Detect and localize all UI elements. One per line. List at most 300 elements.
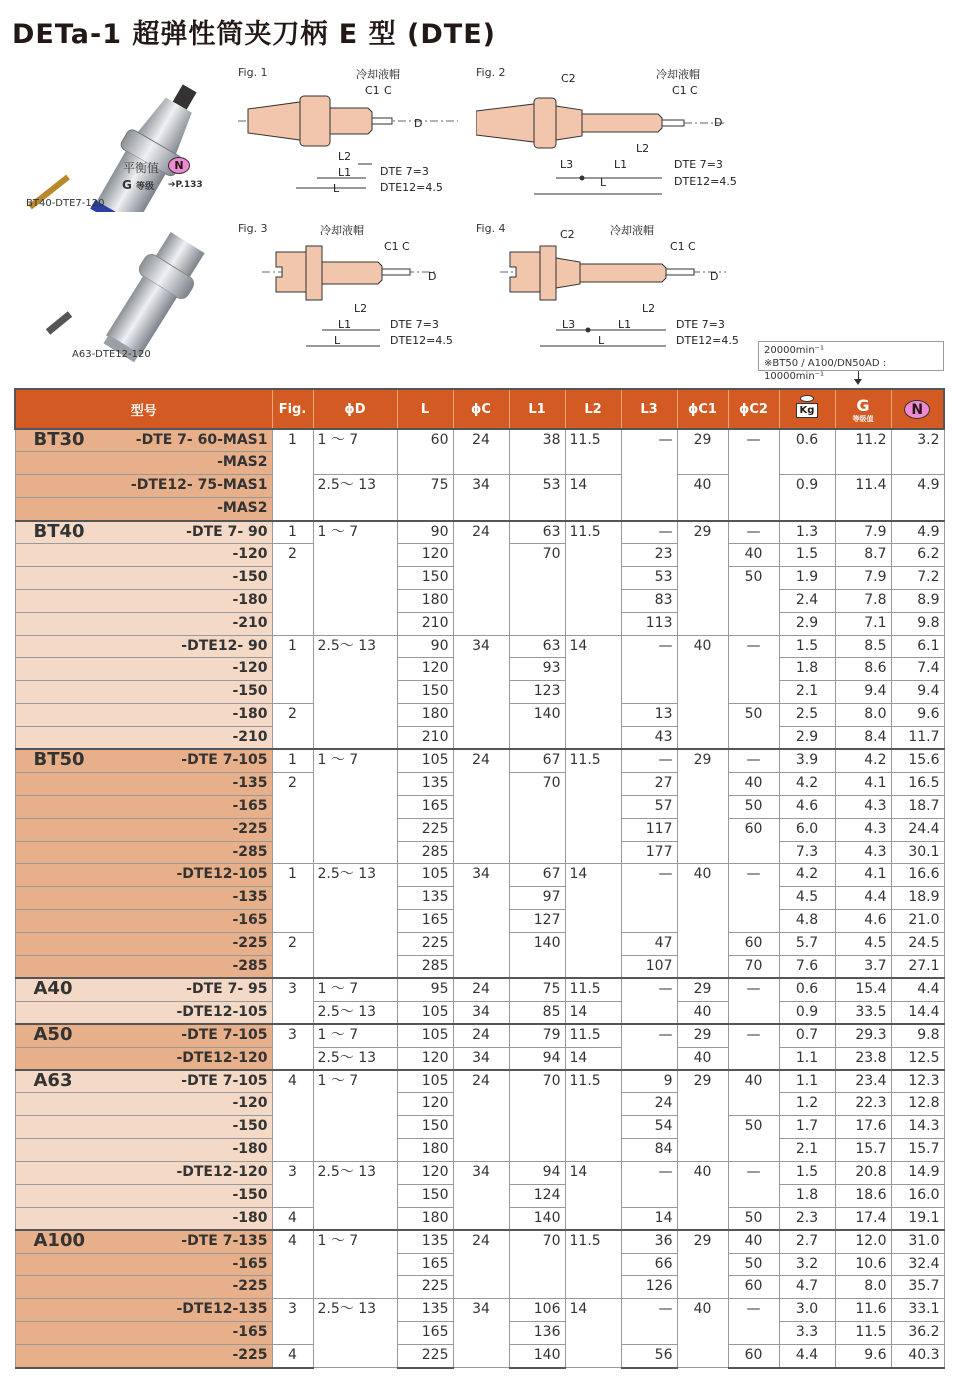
model-cell [15, 452, 272, 475]
cell-l: 150 [397, 1184, 453, 1207]
cell-c: 34 [453, 1162, 509, 1231]
cell-g: 15.7 [835, 1139, 891, 1162]
cell-kg: 3.9 [779, 749, 835, 772]
cell-c1: 29 [677, 1070, 728, 1162]
header-l2: L2 [565, 389, 621, 429]
cell-n: 40.3 [891, 1345, 944, 1368]
cell-l1: 140 [509, 704, 565, 750]
d-label: D [710, 270, 719, 283]
cell-l3: 113 [621, 612, 677, 635]
cell-kg: 0.9 [779, 475, 835, 521]
model-code: -DTE 7- 90 [186, 523, 268, 540]
table-row [15, 635, 944, 658]
cell-kg: 2.3 [779, 1207, 835, 1230]
header-fig: Fig. [272, 389, 313, 429]
cell-l3: 23 [621, 543, 677, 566]
model-code: -DTE12-120 [176, 1164, 268, 1180]
cell-c1: 40 [677, 1162, 728, 1231]
cell-l3: 53 [621, 566, 677, 589]
cell-c2: 40 [728, 1070, 779, 1116]
cell-kg: 1.5 [779, 635, 835, 658]
cell-l3: 27 [621, 772, 677, 795]
cell-l3: 126 [621, 1276, 677, 1299]
cell-l2: 14 [565, 1299, 621, 1368]
cell-l2: 11.5 [565, 1230, 621, 1299]
model-code: -225 [232, 820, 268, 837]
cell-kg: 4.6 [779, 795, 835, 818]
cell-d: 1 ～ 7 [313, 749, 397, 863]
cell-g: 4.1 [835, 864, 891, 887]
cell-c2: 40 [728, 1230, 779, 1253]
cell-c: 34 [453, 475, 509, 521]
model-code: -DTE12- 90 [181, 637, 268, 654]
cell-l: 225 [397, 1276, 453, 1299]
model-code: -150 [232, 1118, 268, 1135]
header-l: L [397, 389, 453, 429]
cell-l1: 123 [509, 681, 565, 704]
table-row [15, 1299, 944, 1322]
cell-n: 15.6 [891, 749, 944, 772]
model-code: -150 [232, 683, 268, 700]
cell-l: 225 [397, 933, 453, 956]
cell-l2: 14 [565, 864, 621, 978]
cell-c1: 29 [677, 429, 728, 475]
cell-g: 7.8 [835, 589, 891, 612]
cell-l: 60 [397, 429, 453, 475]
model-cell [15, 818, 272, 841]
cell-c: 24 [453, 978, 509, 1001]
cell-n: 16.0 [891, 1184, 944, 1207]
cell-fig: 4 [272, 1230, 313, 1299]
model-cell [15, 498, 272, 521]
cell-kg: 4.2 [779, 864, 835, 887]
model-code: -225 [232, 1278, 268, 1295]
cell-l1: 124 [509, 1184, 565, 1207]
coolant-cap-label: 冷却液帽 [356, 68, 400, 81]
cell-g: 10.6 [835, 1253, 891, 1276]
cell-kg: 3.0 [779, 1299, 835, 1322]
cell-d: 2.5～ 13 [313, 864, 397, 978]
header-d: ϕD [313, 389, 397, 429]
cell-c1: 40 [677, 635, 728, 749]
cell-kg: 2.1 [779, 681, 835, 704]
cell-kg: 1.3 [779, 521, 835, 544]
dte7-note: DTE 7=3 [390, 318, 439, 331]
table-row [15, 749, 944, 772]
cell-l: 120 [397, 1162, 453, 1185]
cell-l: 165 [397, 910, 453, 933]
cell-g: 4.3 [835, 841, 891, 864]
cell-l: 135 [397, 887, 453, 910]
model-code: -165 [232, 912, 268, 929]
cell-l: 180 [397, 589, 453, 612]
model-cell [15, 1207, 272, 1230]
cell-l3: 107 [621, 955, 677, 978]
cell-n: 21.0 [891, 910, 944, 933]
model-code: -210 [232, 614, 268, 631]
dte12-note: DTE12=4.5 [390, 334, 453, 347]
cell-kg: 1.5 [779, 1162, 835, 1185]
cell-c: 34 [453, 1299, 509, 1368]
cell-d: 2.5～ 13 [313, 1047, 397, 1070]
d-label: D [714, 116, 723, 129]
l-label: L [600, 176, 607, 189]
cell-l3: 14 [621, 1207, 677, 1230]
cell-g: 4.4 [835, 887, 891, 910]
cell-l: 225 [397, 818, 453, 841]
cell-kg: 4.2 [779, 772, 835, 795]
model-cell [15, 1184, 272, 1207]
balance-label: 平衡值 [123, 161, 160, 175]
figure-4 [476, 222, 751, 352]
dte7-note: DTE 7=3 [676, 318, 725, 331]
cell-d: 2.5～ 13 [313, 1001, 397, 1024]
cell-c2: — [728, 429, 779, 521]
model-cell [15, 1093, 272, 1116]
cell-g: 8.0 [835, 704, 891, 727]
model-code: -DTE 7-105 [181, 752, 268, 769]
cell-n: 6.2 [891, 543, 944, 566]
model-cell [15, 1139, 272, 1162]
dte7-note: DTE 7=3 [380, 165, 429, 178]
cell-l3: — [621, 1024, 677, 1070]
table-row [15, 978, 944, 1001]
table-row [15, 864, 944, 887]
cell-n: 14.4 [891, 1001, 944, 1024]
cell-kg: 7.3 [779, 841, 835, 864]
cell-fig: 3 [272, 978, 313, 1024]
cell-g: 11.2 [835, 429, 891, 475]
cell-n: 12.5 [891, 1047, 944, 1070]
cell-n: 24.4 [891, 818, 944, 841]
photo-caption: BT40-DTE7-120 [26, 198, 105, 209]
cell-l: 120 [397, 1047, 453, 1070]
cell-g: 4.2 [835, 749, 891, 772]
cell-g: 8.5 [835, 635, 891, 658]
cell-fig: 2 [272, 933, 313, 979]
cell-l1: 63 [509, 521, 565, 544]
cell-l3: — [621, 429, 677, 521]
cell-fig: 3 [272, 1162, 313, 1208]
cell-n: 4.4 [891, 978, 944, 1001]
cell-g: 7.9 [835, 566, 891, 589]
model-code: -DTE12-105 [176, 1003, 268, 1020]
cell-kg: 2.7 [779, 1230, 835, 1253]
cell-g: 4.6 [835, 910, 891, 933]
speed-note-line1: 20000min⁻¹ [764, 345, 824, 356]
cell-c: 24 [453, 429, 509, 475]
model-cell [15, 887, 272, 910]
cell-l2: 11.5 [565, 1024, 621, 1047]
cell-l: 150 [397, 566, 453, 589]
cell-n: 19.1 [891, 1207, 944, 1230]
cell-l: 225 [397, 1345, 453, 1368]
cell-l: 90 [397, 521, 453, 544]
cell-g: 4.5 [835, 933, 891, 956]
cell-l: 135 [397, 772, 453, 795]
cell-l: 75 [397, 475, 453, 521]
cell-l1: 67 [509, 749, 565, 772]
model-cell [15, 1322, 272, 1345]
c1-label: C1 [672, 84, 687, 97]
c-label: C [690, 84, 698, 97]
cell-c2: — [728, 635, 779, 704]
model-cell [15, 681, 272, 704]
cell-c2: 60 [728, 933, 779, 956]
l1-label: L1 [618, 318, 632, 331]
cell-l: 285 [397, 955, 453, 978]
cell-l3: 47 [621, 933, 677, 956]
cell-c2: 40 [728, 772, 779, 795]
model-cell [15, 612, 272, 635]
n-badge-icon: N [904, 400, 930, 419]
model-cell [15, 1001, 272, 1024]
cell-c1: 40 [677, 864, 728, 978]
cell-n: 16.6 [891, 864, 944, 887]
cell-l1: 140 [509, 933, 565, 979]
cell-l3: — [621, 635, 677, 704]
cell-d: 2.5～ 13 [313, 1162, 397, 1231]
cell-c1: 40 [677, 1299, 728, 1368]
l-label: L [598, 334, 605, 347]
cell-c: 24 [453, 521, 509, 635]
model-code: -DTE12- 75-MAS1 [130, 477, 268, 494]
cell-c2: — [728, 1024, 779, 1070]
cell-l3: 43 [621, 727, 677, 750]
l3-label: L3 [560, 158, 574, 171]
model-cell [15, 1230, 272, 1253]
model-cell [15, 772, 272, 795]
model-cell [15, 749, 272, 772]
cell-l: 90 [397, 635, 453, 658]
header-c1: ϕC1 [677, 389, 728, 429]
cell-l1: 140 [509, 1345, 565, 1368]
cell-d: 1 ～ 7 [313, 978, 397, 1001]
cell-l1: 127 [509, 910, 565, 933]
cell-c1: 29 [677, 521, 728, 635]
cell-l3: 177 [621, 841, 677, 864]
cell-l: 210 [397, 612, 453, 635]
model-code: -120 [232, 545, 268, 562]
figure-2 [476, 66, 751, 196]
cell-l3: 117 [621, 818, 677, 841]
cell-fig: 4 [272, 1345, 313, 1368]
spec-table-body [15, 429, 944, 1368]
cell-c1: 29 [677, 978, 728, 1001]
cell-l: 135 [397, 1230, 453, 1253]
cell-g: 4.3 [835, 818, 891, 841]
cell-l1: 136 [509, 1322, 565, 1345]
cell-c: 24 [453, 1070, 509, 1162]
cell-kg: 3.3 [779, 1322, 835, 1345]
dte12-note: DTE12=4.5 [676, 334, 739, 347]
cell-l3: — [621, 864, 677, 933]
l1-label: L1 [614, 158, 628, 171]
model-code: -180 [232, 591, 268, 608]
cell-l1: 85 [509, 1001, 565, 1024]
cell-fig: 1 [272, 521, 313, 544]
cell-l: 95 [397, 978, 453, 1001]
cell-l3: 66 [621, 1253, 677, 1276]
cell-c2: 40 [728, 543, 779, 566]
header-weight [779, 389, 835, 429]
cell-g: 8.0 [835, 1276, 891, 1299]
cell-l: 105 [397, 749, 453, 772]
cell-d: 1 ～ 7 [313, 1070, 397, 1162]
cell-l: 180 [397, 1207, 453, 1230]
cell-l3: 54 [621, 1116, 677, 1139]
cell-c2: 50 [728, 795, 779, 818]
cell-c: 34 [453, 1001, 509, 1024]
header-l1: L1 [509, 389, 565, 429]
cell-l: 105 [397, 1070, 453, 1093]
cell-l: 165 [397, 1322, 453, 1345]
cell-c: 24 [453, 749, 509, 863]
model-cell [15, 566, 272, 589]
cell-n: 16.5 [891, 772, 944, 795]
cell-l2: 11.5 [565, 429, 621, 475]
cell-n: 8.9 [891, 589, 944, 612]
l1-label: L1 [338, 318, 352, 331]
l-label: L [334, 334, 341, 347]
cell-g: 33.5 [835, 1001, 891, 1024]
series-label: A100 [33, 1230, 86, 1252]
cell-n: 18.9 [891, 887, 944, 910]
cell-kg: 1.9 [779, 566, 835, 589]
fig3-drawing [238, 222, 468, 352]
cell-n: 6.1 [891, 635, 944, 658]
cell-l1: 53 [509, 475, 565, 521]
cell-l3: 56 [621, 1345, 677, 1368]
cell-kg: 4.8 [779, 910, 835, 933]
model-code: -225 [232, 1347, 268, 1364]
cell-c2: 50 [728, 1207, 779, 1230]
cell-l1: 67 [509, 864, 565, 887]
cell-g: 9.4 [835, 681, 891, 704]
cell-kg: 6.0 [779, 818, 835, 841]
model-cell [15, 727, 272, 750]
cell-l1: 94 [509, 1162, 565, 1185]
cell-l1: 70 [509, 543, 565, 635]
cell-c2: 50 [728, 1253, 779, 1276]
series-label: A50 [33, 1024, 73, 1046]
model-cell [15, 955, 272, 978]
l2-label: L2 [338, 150, 352, 163]
spec-table [14, 388, 945, 1369]
model-cell [15, 521, 272, 544]
model-cell [15, 1345, 272, 1368]
model-cell [15, 864, 272, 887]
d-label: D [414, 117, 423, 130]
model-code: -DTE 7-105 [181, 1072, 268, 1089]
cell-c1: 29 [677, 1024, 728, 1047]
model-cell [15, 795, 272, 818]
cell-kg: 1.2 [779, 1093, 835, 1116]
cell-l1: 38 [509, 429, 565, 475]
cell-l: 105 [397, 1001, 453, 1024]
model-cell [15, 704, 272, 727]
table-row [15, 429, 944, 452]
cell-l3: 13 [621, 704, 677, 727]
cell-n: 9.6 [891, 704, 944, 727]
header-model: 型号 [15, 389, 272, 429]
page-ref-link[interactable]: ➔P.133 [168, 180, 203, 190]
cell-g: 23.4 [835, 1070, 891, 1093]
model-code: -MAS2 [217, 454, 268, 471]
cell-kg: 1.7 [779, 1116, 835, 1139]
cell-g: 22.3 [835, 1093, 891, 1116]
cell-l: 105 [397, 864, 453, 887]
model-code: -180 [232, 1141, 268, 1158]
cell-n: 12.3 [891, 1070, 944, 1093]
cell-kg: 2.9 [779, 727, 835, 750]
table-row [15, 1070, 944, 1093]
cell-c2: — [728, 749, 779, 772]
cell-kg: 1.5 [779, 543, 835, 566]
c-label: C [384, 84, 392, 97]
cell-c2: 60 [728, 1276, 779, 1299]
cell-g: 20.8 [835, 1162, 891, 1185]
model-code: -225 [232, 935, 268, 952]
coolant-cap-label: 冷却液帽 [320, 224, 364, 237]
cell-c2: 60 [728, 1345, 779, 1368]
table-header-row [15, 389, 944, 429]
cell-c2: 60 [728, 818, 779, 864]
cell-kg: 2.5 [779, 704, 835, 727]
model-cell [15, 1116, 272, 1139]
cell-n: 3.2 [891, 429, 944, 475]
cell-kg: 2.4 [779, 589, 835, 612]
cell-n: 7.2 [891, 566, 944, 589]
figure-label: Fig. 3 [238, 222, 268, 235]
cell-n: 9.4 [891, 681, 944, 704]
model-code: -DTE 7-135 [181, 1233, 268, 1250]
cell-d: 1 ～ 7 [313, 429, 397, 475]
cell-fig: 1 [272, 635, 313, 704]
cell-l1: 70 [509, 1070, 565, 1162]
cell-kg: 2.9 [779, 612, 835, 635]
cell-n: 9.8 [891, 1024, 944, 1047]
model-code: -165 [232, 1255, 268, 1272]
cell-l1: 79 [509, 1024, 565, 1047]
cell-c2: 50 [728, 1116, 779, 1162]
cell-l3: 24 [621, 1093, 677, 1116]
c-label: C [688, 240, 696, 253]
speed-note-line2: ※BT50 / A100/DN50AD : 10000min⁻¹ [764, 358, 887, 382]
cell-c1: 40 [677, 1047, 728, 1070]
cell-l3: — [621, 521, 677, 544]
cell-c: 34 [453, 1047, 509, 1070]
table-row [15, 1024, 944, 1047]
cell-g: 8.6 [835, 658, 891, 681]
d-label: D [428, 270, 437, 283]
cell-kg: 5.7 [779, 933, 835, 956]
cell-kg: 0.6 [779, 429, 835, 475]
grade-label: G 等级 [122, 178, 155, 192]
cell-n: 33.1 [891, 1299, 944, 1322]
model-code: -180 [232, 1209, 268, 1226]
cell-g: 8.7 [835, 543, 891, 566]
cell-kg: 7.6 [779, 955, 835, 978]
model-code: -DTE12-135 [176, 1301, 268, 1318]
header-c2: ϕC2 [728, 389, 779, 429]
cell-n: 18.7 [891, 795, 944, 818]
cell-c2: — [728, 521, 779, 544]
cell-fig: 4 [272, 1070, 313, 1162]
cell-g: 7.1 [835, 612, 891, 635]
figure-3 [238, 222, 468, 352]
cell-d: 2.5～ 13 [313, 635, 397, 749]
